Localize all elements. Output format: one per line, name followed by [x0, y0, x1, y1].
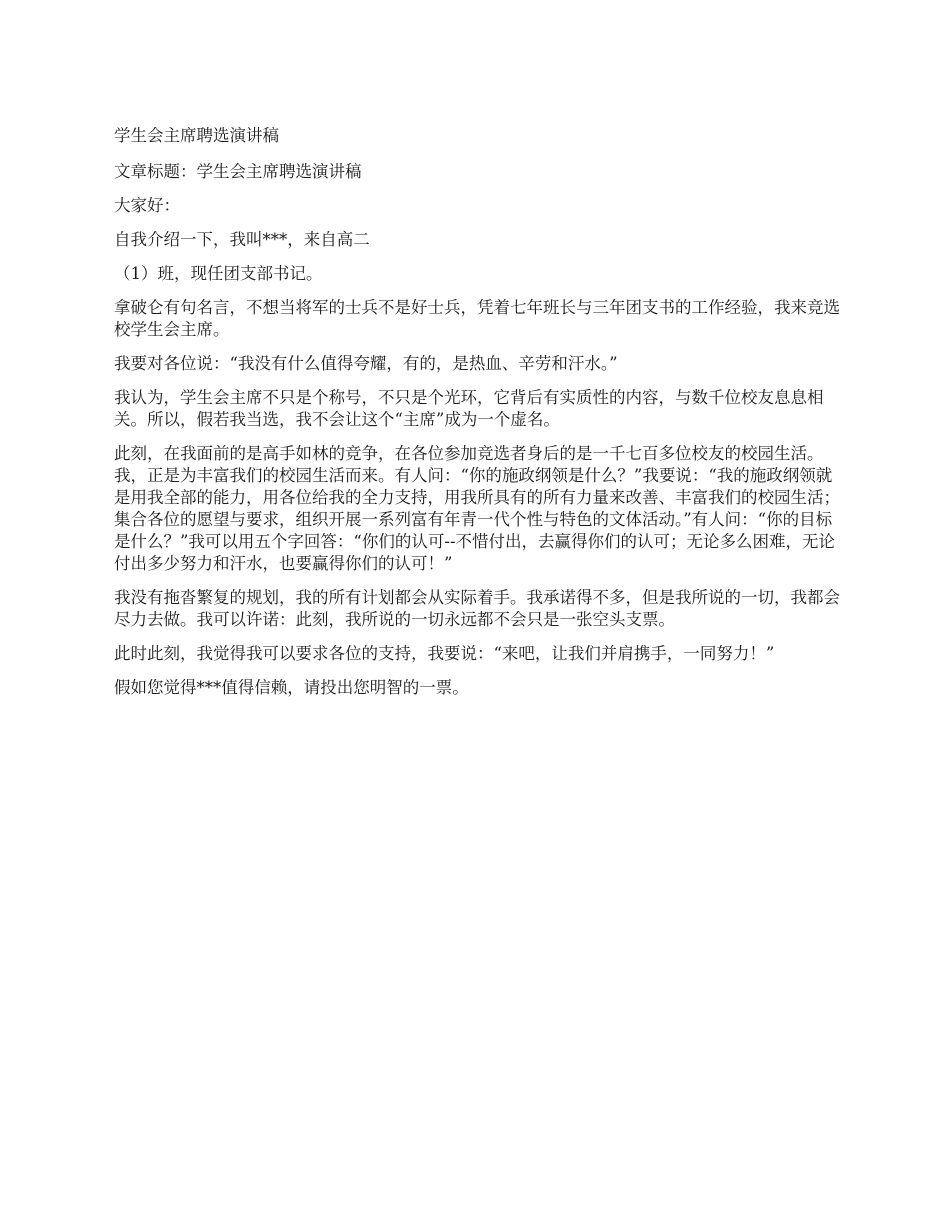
paragraph-role-meaning: 我认为，学生会主席不只是个称号，不只是个光环，它背后有实质性的内容，与数千位校友息息相关。所以，假若我当选，我不会让这个“主席”成为一个虚名。 — [114, 388, 824, 429]
greeting: 大家好： — [114, 196, 180, 215]
document-title: 学生会主席聘选演讲稿 — [114, 126, 279, 145]
paragraph-call-to-action: 此时此刻，我觉得我可以要求各位的支持，我要说：“来吧，让我们并肩携手，一同努力！” — [114, 644, 775, 663]
paragraph-platform: 此刻，在我面前的是高手如林的竞争，在各位参加竞选者身后的是一千七百多位校友的校园生活。我，正是为丰富我们的校园生活而来。有人问：“你的施政纲领是什么？”我要说：“我的施政纲领就是用我全部的能力，用各位给我的全力支持，用我所具有的所有力量来改善、丰富我们的校园生活；集合各位的愿望与要求，组织开展一系列富有年青一代个性与特色的文体活动。”有人问：“你的目标是什么？”我可以用五个字回答：“你们的认可--不惜付出，去赢得你们的认可；无论多么困难，无论付出多少努力和汗水，也要赢得你们的认可！” — [114, 444, 840, 573]
self-introduction: 自我介绍一下，我叫***，来自高二 — [114, 230, 370, 249]
paragraph-closing: 假如您觉得***值得信赖，请投出您明智的一票。 — [114, 678, 469, 697]
paragraph-napoleon-quote: 拿破仑有句名言，不想当将军的士兵不是好士兵，凭着七年班长与三年团支书的工作经验，我来竞选校学生会主席。 — [114, 298, 840, 339]
paragraph-statement: 我要对各位说：“我没有什么值得夸耀，有的，是热血、辛劳和汗水。” — [114, 354, 618, 373]
paragraph-promise: 我没有拖沓繁复的规划，我的所有计划都会从实际着手。我承诺得不多，但是我所说的一切，我都会尽力去做。我可以许诺：此刻，我所说的一切永远都不会只是一张空头支票。 — [114, 588, 840, 629]
article-title-line: 文章标题：学生会主席聘选演讲稿 — [114, 162, 362, 181]
class-and-role: （1）班，现任团支部书记。 — [114, 264, 323, 283]
document-body — [114, 125, 844, 711]
